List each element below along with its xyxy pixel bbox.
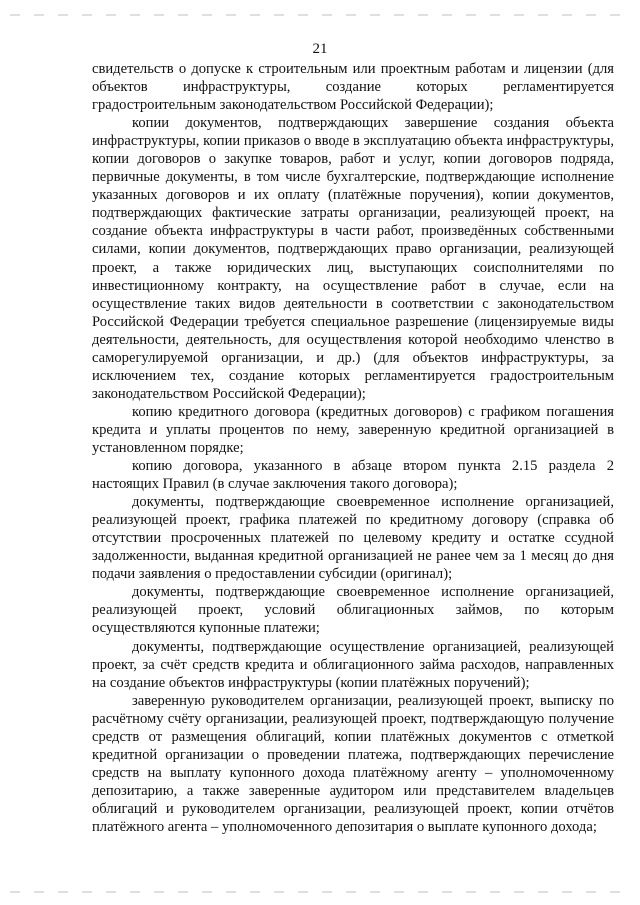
document-body	[92, 60, 614, 836]
paragraph-2: копии документов, подтверждающих завершение создания объекта инфраструктуры, копии приказов о вводе в эксплуатацию объекта инфраструктуры, копии договоров о закупке товаров, работ и услуг, копии договоров подряда, первичные документы, в том числе бухгалтерские, подтверждающие исполнение указанных договоров и их оплату (платёжные поручения), копии документов, подтверждающих фактические затраты организации, реализующей проект, на создание объекта инфраструктуры в части работ, произведённых собственными силами, копии документов, подтверждающих право организации, реализующей проект, а также юридических лиц, выступающих соисполнителями по инвестиционному контракту, на осуществление работ в случае, если на осуществление таких видов деятельности в соответствии с законодательством Российской Федерации требуется специальное разрешение (лицензируемые виды деятельности, деятельность, для осуществления которой необходимо членство в саморегулируемой организации, и др.) (для объектов инфраструктуры, за исключением тех, создание которых регламентируется градостроительным законодательством Российской Федерации);	[92, 115, 614, 402]
scan-edge-bottom	[10, 891, 630, 893]
paragraph-4: копию договора, указанного в абзаце втором пункта 2.15 раздела 2 настоящих Правил (в случае заключения такого договора);	[92, 458, 614, 493]
scan-edge-top	[10, 14, 630, 16]
paragraph-5: документы, подтверждающие своевременное исполнение организацией, реализующей проект, графика платежей по кредитному договору (справка об отсутствии просроченных платежей по целевому кредиту и остатке ссудной задолженности, выданная кредитной организацией не ранее чем за 1 месяц до дня подачи заявления о предоставлении субсидии (оригинал);	[92, 494, 614, 583]
paragraph-7: документы, подтверждающие осуществление организацией, реализующей проект, за счёт средств кредита и облигационного займа расходов, направленных на создание объектов инфраструктуры (копии платёжных поручений);	[92, 638, 614, 691]
page-number: 21	[312, 41, 328, 57]
paragraph-6: документы, подтверждающие своевременное исполнение организацией, реализующей проект, условий облигационных займов, по которым осуществляются купонные платежи;	[92, 584, 614, 637]
paragraph-1: свидетельств о допуске к строительным или проектным работам и лицензии (для объектов инфраструктуры, создание которых регламентируется градостроительным законодательством Российской Федерации);	[92, 61, 614, 114]
paragraph-8: заверенную руководителем организации, реализующей проект, выписку по расчётному счёту организации, реализующей проект, подтверждающую получение средств от размещения облигаций, копии платёжных документов с отметкой кредитной организации о проведении платежа, подтверждающих перечисление средств на выплату купонного дохода платёжному агенту – уполномоченному депозитарию, а также заверенные аудитором или представителем владельцев облигаций и руководителем организации, реализующей проект, копии отчётов платёжного агента – уполномоченного депозитария о выплате купонного дохода;	[92, 692, 614, 835]
paragraph-3: копию кредитного договора (кредитных договоров) с графиком погашения кредита и уплаты процентов по нему, заверенную кредитной организацией в установленном порядке;	[92, 403, 614, 456]
